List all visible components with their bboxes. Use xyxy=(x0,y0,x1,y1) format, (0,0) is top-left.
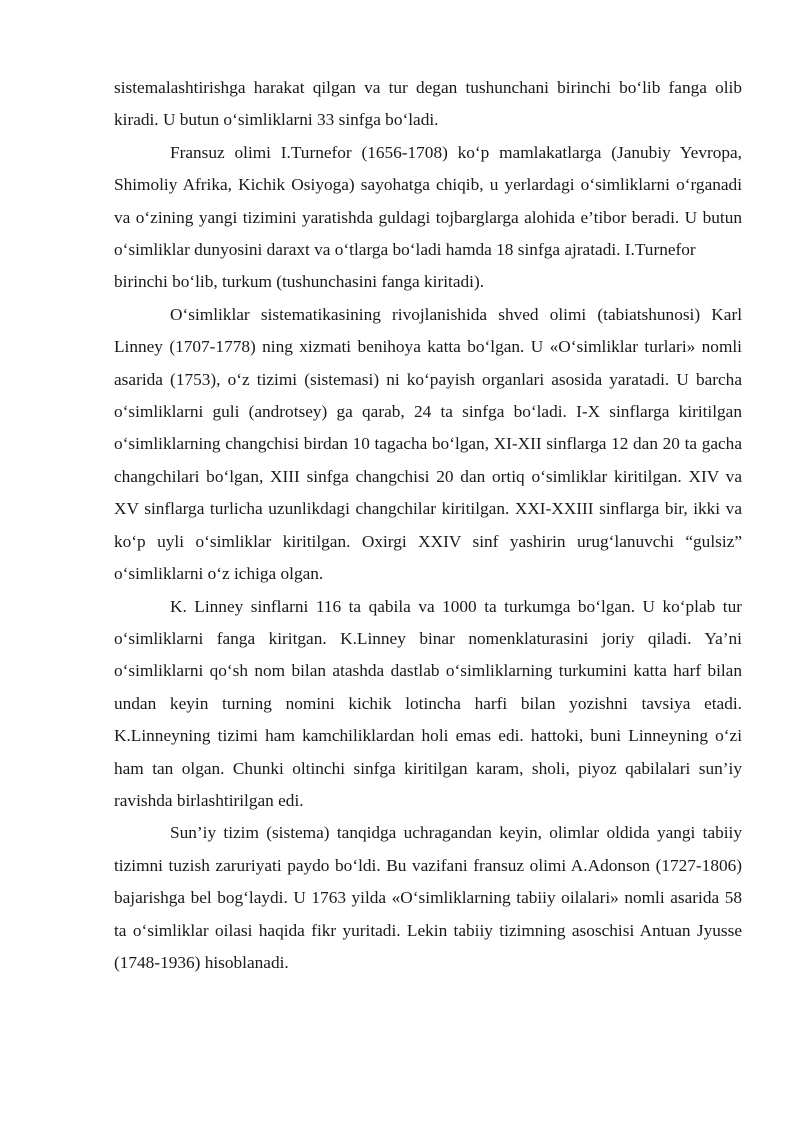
paragraph-turnefor: Fransuz olimi I.Turnefor (1656-1708) koʻp mamlakatlarga (Janubiy Yevropa, Shimoliy Afrika, Kichik Osiyoga) sayohatga chiqib, u yerlardagi oʻsimliklarni oʻrganadi va oʻzining yangi tizimini yaratishda guldagi tojbarglarga alohida e’tibor beradi. U butun oʻsimliklar dunyosini daraxt va oʻtlarga boʻladi hamda 18 sinfga ajratadi. I.Turnefor xyxy=(114,142,742,260)
paragraph-turnefor-continued: birinchi boʻlib, turkum (tushunchasini fanga kiritadi). xyxy=(114,272,485,292)
paragraph-linney-system: Oʻsimliklar sistematikasining rivojlanishida shved olimi (tabiatshunosi) Karl Linney (1707-1778) ning xizmati benihoya katta boʻlgan. U «Oʻsimliklar turlari» nomli asarida (1753), oʻz tizimi (sistemasi) ni koʻpayish organlari asosida yaratadi. U barcha oʻsimliklarni guli (androtsey) ga qarab, 24 ta sinfga boʻladi. I-X sinflarga kiritilgan oʻsimliklarning changchisi birdan 10 tagacha boʻlgan, XI-XII sinflarga 12 dan 20 ta gacha changchilari boʻlgan, XIII sinfga changchisi 20 dan ortiq oʻsimliklar kiritilgan. XIV va XV sinflarga turlicha uzunlikdagi changchilar kiritilgan. XXI-XXIII sinflarga bir, ikki va koʻp uyli oʻsimliklar kiritilgan. Oxirgi XXIV sinf yashirin urugʻlanuvchi “gulsiz” oʻsimliklarni oʻz ichiga olgan. xyxy=(114,304,742,584)
paragraph-linney-nomenclature: K. Linney sinflarni 116 ta qabila va 1000 ta turkumga boʻlgan. U koʻplab tur oʻsimliklarni fanga kiritgan. K.Linney binar nomenklaturasini joriy qiladi. Ya’ni oʻsimliklarni qoʻsh nom bilan atashda dastlab oʻsimliklarning turkumini katta harf bilan undan keyin turning nomini kichik lotincha harfi bilan yozishni tavsiya etadi. K.Linneyning tizimi ham kamchiliklardan holi emas edi. hattoki, buni Linneyning oʻzi ham tan olgan. Chunki oltinchi sinfga kiritilgan karam, sholi, piyoz qabilalari sun’iy ravishda birlashtirilgan edi. xyxy=(114,596,742,810)
document-page xyxy=(114,72,742,979)
paragraph-continuation: sistemalashtirishga harakat qilgan va tur degan tushunchani birinchi boʻlib fanga olib kiradi. U butun oʻsimliklarni 33 sinfga boʻladi. xyxy=(114,78,742,130)
paragraph-natural-system: Sun’iy tizim (sistema) tanqidga uchragandan keyin, olimlar oldida yangi tabiiy tizimni tuzish zaruriyati paydo boʻldi. Bu vazifani fransuz olimi A.Adonson (1727-1806) bajarishga bel bogʻlaydi. U 1763 yilda «Oʻsimliklarning tabiiy oilalari» nomli asarida 58 ta oʻsimliklar oilasi haqida fikr yuritadi. Lekin tabiiy tizimning asoschisi Antuan Jyusse (1748-1936) hisoblanadi. xyxy=(114,823,742,972)
